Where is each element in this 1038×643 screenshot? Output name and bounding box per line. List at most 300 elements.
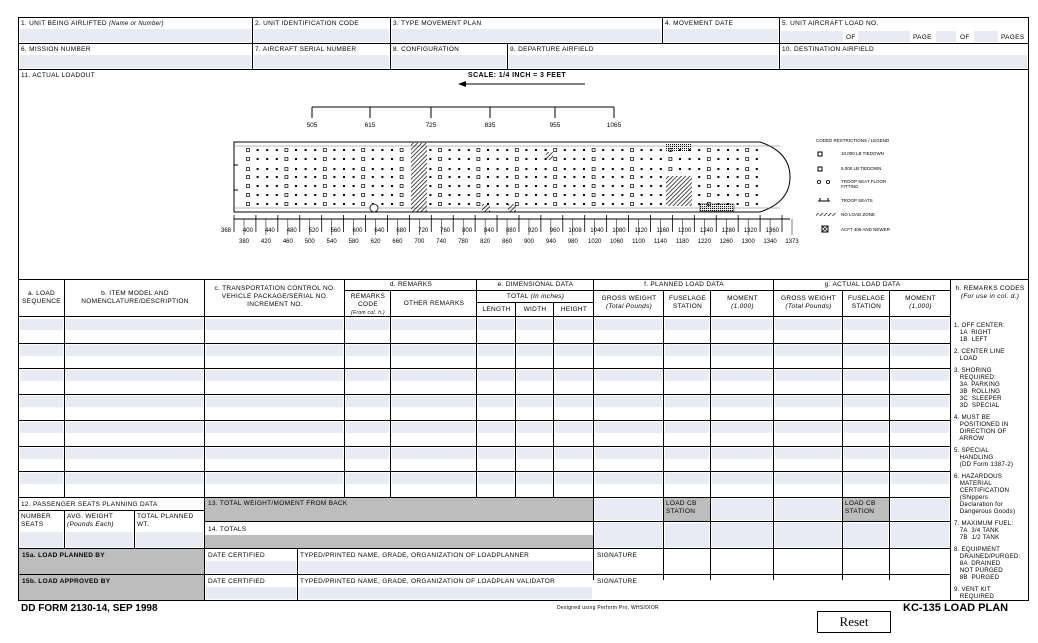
load-row-cell[interactable] [206, 448, 343, 459]
tiedown-point [641, 194, 643, 196]
loadplanner-name-label: TYPED/PRINTED NAME, GRADE, ORGANIZATION OF LOADPLANNER [300, 552, 530, 559]
ruler-top-label: 880 [505, 228, 516, 234]
load-row-cell[interactable] [595, 448, 662, 459]
tiedown-point [583, 203, 585, 205]
station-mark-label: 615 [364, 122, 376, 129]
load-row-cell[interactable] [555, 319, 592, 330]
load-row-cell[interactable] [555, 370, 592, 381]
ruler-bottom-label: 1260 [719, 239, 733, 245]
load-row-cell[interactable] [595, 345, 662, 356]
fuselage-outline [234, 142, 790, 212]
load-row-cell[interactable] [478, 448, 514, 459]
remarks-code-line: REQUIRED: [954, 374, 996, 381]
tiedown-point [535, 203, 537, 205]
tiedown-point [257, 158, 259, 160]
station-mark-label: 835 [484, 122, 496, 129]
load-row-cell[interactable] [775, 422, 841, 433]
tiedown-point [737, 168, 739, 170]
tiedown-point [612, 176, 614, 178]
load-row-cell[interactable] [712, 422, 772, 433]
tiedown-point [391, 158, 393, 160]
load-row-cell[interactable] [844, 448, 888, 459]
ruler-top-label: 1120 [634, 228, 648, 234]
load-row-cell[interactable] [775, 473, 841, 484]
remarks-code-line: 8A DRAINED [954, 560, 1001, 567]
ruler-top-label: 1240 [699, 228, 714, 234]
station-mark-label: 725 [425, 122, 437, 129]
col-total-inches: TOTAL (In inches) [506, 293, 565, 300]
load-row-cell[interactable] [517, 345, 552, 356]
load-row-cell[interactable] [775, 319, 841, 330]
tiedown-point [621, 203, 623, 205]
tiedown-point [506, 176, 508, 178]
ruler-bottom-label: 940 [545, 239, 556, 245]
load-row-cell[interactable] [712, 345, 772, 356]
tiedown-point [727, 185, 729, 187]
tiedown-point [497, 176, 499, 178]
aircraft-load-no-label: 5. UNIT AIRCRAFT LOAD NO. [782, 20, 879, 27]
load-row-cell[interactable] [346, 345, 389, 356]
load-row-cell[interactable] [844, 422, 888, 433]
load-row-cell[interactable] [665, 396, 709, 407]
tiedown-point [343, 168, 345, 170]
load-row-cell[interactable] [555, 345, 592, 356]
tiedown-point [525, 149, 527, 151]
tiedown-point [266, 158, 268, 160]
tiedown-point [650, 194, 652, 196]
tiedown-point [372, 176, 374, 178]
tiedown-point [641, 185, 643, 187]
total-planned-wt-field[interactable] [136, 532, 203, 547]
tiedown-point [679, 168, 681, 170]
scale-label: SCALE: 1/4 INCH = 3 FEET [468, 72, 567, 79]
legend-seat-fitting: TROOP SEAT FLOOR FITTING [841, 179, 887, 189]
ruler-top-label: 720 [418, 228, 429, 234]
ruler-top-label: 520 [308, 228, 319, 234]
tiedown-point [449, 176, 451, 178]
signature-label-1: SIGNATURE [597, 552, 638, 559]
tiedown-point [487, 158, 489, 160]
tiedown-point [497, 168, 499, 170]
tiedown-point [468, 176, 470, 178]
load-row-cell[interactable] [665, 319, 709, 330]
tiedown-point [391, 168, 393, 170]
remarks-code-line: LOAD [954, 355, 978, 362]
load-row-cell[interactable] [20, 396, 63, 407]
remarks-code-line: 8. EQUIPMENT [954, 546, 1001, 553]
tiedown-point [381, 176, 383, 178]
tiedown-point [305, 176, 307, 178]
tiedown-point [621, 158, 623, 160]
load-row-cell[interactable] [775, 345, 841, 356]
load-row-cell[interactable] [66, 473, 203, 484]
load-row-cell[interactable] [206, 422, 343, 433]
tiedown-point [602, 194, 604, 196]
col-actual-gross: GROSS WEIGHT (Total Pounds) [781, 295, 836, 310]
load-row-cell[interactable] [206, 345, 343, 356]
tiedown-point [314, 176, 316, 178]
tiedown-point [381, 203, 383, 205]
ruler-top-label: 1360 [765, 228, 779, 234]
remarks-code-line: MATERIAL [954, 480, 992, 487]
tiedown-point [564, 194, 566, 196]
load-row-cell[interactable] [891, 422, 949, 433]
tiedown-point [660, 149, 662, 151]
tiedown-point [641, 149, 643, 151]
remarks-code-line: 4. MUST BE [954, 414, 991, 421]
tiedown-point [698, 176, 700, 178]
tiedown-point [660, 203, 662, 205]
load-row-cell[interactable] [478, 370, 514, 381]
tiedown-point [295, 158, 297, 160]
tiedown-point [525, 158, 527, 160]
load-row-cell[interactable] [20, 370, 63, 381]
tiedown-point [305, 185, 307, 187]
tiedown-point [756, 158, 758, 160]
remarks-code-line: 9. VENT KIT [954, 586, 991, 593]
tiedown-point [621, 168, 623, 170]
tiedown-point [266, 203, 268, 205]
date-certified-label-1: DATE CERTIFIED [208, 552, 266, 559]
load-row-cell[interactable] [20, 473, 63, 484]
tiedown-point [343, 194, 345, 196]
load-row-cell[interactable] [844, 319, 888, 330]
load-row-cell[interactable] [478, 396, 514, 407]
load-row-cell[interactable] [712, 319, 772, 330]
from-back-planned-moment[interactable] [712, 499, 772, 520]
load-row-cell[interactable] [206, 370, 343, 381]
ruler-bottom-label: 980 [567, 239, 578, 245]
page-label: PAGE [913, 34, 932, 41]
remarks-code-line: DRAINED/PURGED: [954, 553, 1021, 560]
load-row-cell[interactable] [517, 319, 552, 330]
col-actual-station: FUSELAGE STATION [847, 295, 886, 310]
date-certified-field-2[interactable] [206, 587, 296, 599]
load-row-cell[interactable] [712, 473, 772, 484]
reset-button[interactable]: Reset [817, 611, 891, 633]
load-row-cell[interactable] [775, 448, 841, 459]
load-row-cell[interactable] [595, 319, 662, 330]
tiedown-point [602, 149, 604, 151]
tiedown-point [679, 158, 681, 160]
tiedown-point [545, 149, 547, 151]
tiedown-point [650, 168, 652, 170]
load-row-cell[interactable] [20, 448, 63, 459]
tiedown-point [650, 149, 652, 151]
tiedown-point [545, 203, 547, 205]
tiedown-point [602, 158, 604, 160]
load-row-cell[interactable] [20, 319, 63, 330]
tiedown-point [314, 149, 316, 151]
load-row-cell[interactable] [517, 396, 552, 407]
totals-actual-station[interactable] [844, 523, 888, 547]
tiedown-point [458, 194, 460, 196]
tiedown-point [429, 185, 431, 187]
load-row-cell[interactable] [665, 422, 709, 433]
load-row-cell[interactable] [555, 396, 592, 407]
tiedown-point [564, 176, 566, 178]
tiedown-point [727, 194, 729, 196]
ruler-bottom-label: 380 [238, 239, 250, 245]
tiedown-point [564, 158, 566, 160]
load-row-cell[interactable] [478, 473, 514, 484]
col-width: WIDTH [523, 306, 547, 313]
tiedown-point [583, 176, 585, 178]
load-row-cell[interactable] [712, 448, 772, 459]
load-row-cell[interactable] [665, 370, 709, 381]
load-row-cell[interactable] [595, 422, 662, 433]
tiedown-point [343, 176, 345, 178]
load-row-cell[interactable] [775, 370, 841, 381]
tiedown-point [429, 168, 431, 170]
load-row-cell[interactable] [555, 422, 592, 433]
load-row-cell[interactable] [392, 396, 475, 407]
col-remarks: d. REMARKS [389, 281, 433, 288]
from-back-actual-weight[interactable] [775, 499, 841, 520]
tiedown-point [266, 149, 268, 151]
tiedown-point [295, 203, 297, 205]
tiedown-point [717, 176, 719, 178]
load-row-cell[interactable] [478, 422, 514, 433]
tiedown-point [487, 194, 489, 196]
tiedown-point [314, 194, 316, 196]
tiedown-point [583, 168, 585, 170]
tiedown-point [372, 149, 374, 151]
load-row-cell[interactable] [346, 319, 389, 330]
tiedown-point [353, 185, 355, 187]
ruler-bottom-label: 1140 [654, 239, 667, 245]
tiedown-point [641, 176, 643, 178]
load-row-cell[interactable] [66, 345, 203, 356]
col-length: LENGTH [482, 306, 511, 313]
load-row-cell[interactable] [478, 345, 514, 356]
loadplanner-name-field[interactable] [299, 561, 592, 573]
remarks-code-line: 5. SPECIAL [954, 447, 990, 454]
tiedown-point [756, 176, 758, 178]
totals-planned-station[interactable] [665, 523, 709, 547]
ruler-top-label: 440 [264, 228, 275, 234]
validator-name-field[interactable] [299, 587, 592, 599]
tiedown-point [266, 194, 268, 196]
load-row-cell[interactable] [392, 448, 475, 459]
tiedown-point [564, 149, 566, 151]
ruler-bottom-label: 740 [436, 239, 447, 245]
tiedown-point [650, 158, 652, 160]
tiedown-point [353, 194, 355, 196]
from-back-planned-weight[interactable] [595, 499, 662, 520]
load-row-cell[interactable] [392, 345, 475, 356]
load-row-cell[interactable] [891, 448, 949, 459]
tiedown-point [497, 194, 499, 196]
load-row-cell[interactable] [66, 422, 203, 433]
load-row-cell[interactable] [665, 345, 709, 356]
ruler-top-label: 800 [462, 228, 473, 234]
load-row-cell[interactable] [517, 448, 552, 459]
load-row-cell[interactable] [478, 319, 514, 330]
legend-acft-406: ACFT 406 AND NEWER [841, 227, 890, 232]
tiedown-point [756, 185, 758, 187]
load-row-cell[interactable] [555, 448, 592, 459]
load-row-cell[interactable] [517, 422, 552, 433]
load-row-cell[interactable] [20, 345, 63, 356]
tiedown-point [295, 176, 297, 178]
tiedown-point [583, 185, 585, 187]
totals-actual-moment[interactable] [891, 523, 949, 547]
tiedown-point [506, 158, 508, 160]
load-row-cell[interactable] [665, 448, 709, 459]
load-row-cell[interactable] [517, 473, 552, 484]
ruler-bottom-label: 860 [502, 239, 513, 245]
tiedown-point [573, 149, 575, 151]
load-row-cell[interactable] [891, 396, 949, 407]
aircraft-serial-label: 7. AIRCRAFT SERIAL NUMBER [255, 46, 357, 53]
tiedown-point [602, 203, 604, 205]
load-row-cell[interactable] [346, 370, 389, 381]
load-row-cell[interactable] [66, 448, 203, 459]
ruler-bottom-label: 460 [282, 239, 293, 245]
tiedown-point [698, 149, 700, 151]
tiedown-point [737, 194, 739, 196]
load-row-cell[interactable] [595, 396, 662, 407]
load-row-cell[interactable] [392, 422, 475, 433]
tiedown-point [535, 185, 537, 187]
tiedown-point [727, 176, 729, 178]
remarks-code-line: 3C SLEEPER [954, 395, 1002, 402]
date-certified-field-1[interactable] [206, 561, 296, 573]
load-row-cell[interactable] [891, 370, 949, 381]
tiedown-point [737, 158, 739, 160]
tiedown-point [621, 149, 623, 151]
ruler-top-label: 920 [527, 228, 538, 234]
tiedown-point [458, 149, 460, 151]
tiedown-point [535, 168, 537, 170]
load-row-cell[interactable] [346, 422, 389, 433]
load-row-cell[interactable] [891, 319, 949, 330]
totals-actual-weight[interactable] [775, 523, 841, 547]
actual-loadout-label: 11. ACTUAL LOADOUT [21, 72, 96, 79]
tiedown-point [535, 194, 537, 196]
ruler-bottom-label: 660 [392, 239, 403, 245]
load-row-cell[interactable] [66, 396, 203, 407]
load-row-cell[interactable] [346, 448, 389, 459]
ruler-top-label: 760 [440, 228, 451, 234]
load-row-cell[interactable] [775, 396, 841, 407]
tiedown-point [343, 158, 345, 160]
date-certified-label-2: DATE CERTIFIED [208, 578, 266, 585]
totals-planned-weight[interactable] [595, 523, 662, 547]
load-row-cell[interactable] [595, 370, 662, 381]
tiedown-point [650, 203, 652, 205]
remarks-code-line: Dangerous Goods) [954, 508, 1016, 515]
tiedown-point [343, 149, 345, 151]
tiedown-point [689, 168, 691, 170]
ruler-bottom-label: 1300 [741, 239, 755, 245]
tiedown-point [506, 194, 508, 196]
tiedown-point [737, 203, 739, 205]
load-row-cell[interactable] [206, 473, 343, 484]
ruler-top-label: 1280 [721, 228, 736, 234]
load-row-cell[interactable] [891, 473, 949, 484]
load-row-cell[interactable] [712, 370, 772, 381]
tiedown-point [381, 158, 383, 160]
load-row-cell[interactable] [844, 396, 888, 407]
load-row-cell[interactable] [555, 473, 592, 484]
tiedown-point [266, 176, 268, 178]
load-row-cell[interactable] [346, 473, 389, 484]
load-row-cell[interactable] [844, 473, 888, 484]
ruler-top-label: 1008 [568, 228, 582, 234]
load-row-cell[interactable] [20, 422, 63, 433]
ruler-bottom-label: 420 [260, 239, 271, 245]
tiedown-point [257, 203, 259, 205]
col-planned-moment: MOMENT (1,000) [727, 295, 758, 310]
load-row-cell[interactable] [66, 370, 203, 381]
load-row-cell[interactable] [206, 319, 343, 330]
tiedown-point [727, 168, 729, 170]
tiedown-point [573, 168, 575, 170]
tiedown-point [660, 185, 662, 187]
legend-troop-seats: TROOP SEATS [841, 198, 873, 203]
tiedown-point [487, 176, 489, 178]
ruler-bottom-label: 1060 [609, 239, 624, 245]
tiedown-point [449, 149, 451, 151]
load-row-cell[interactable] [517, 370, 552, 381]
tiedown-point [717, 168, 719, 170]
tiedown-point [545, 176, 547, 178]
tiedown-point [458, 168, 460, 170]
tiedown-point [756, 149, 758, 151]
tiedown-point [573, 185, 575, 187]
totals-planned-moment[interactable] [712, 523, 772, 547]
load-row-cell[interactable] [392, 370, 475, 381]
tiedown-point [756, 203, 758, 205]
pages-label: PAGES [1001, 34, 1025, 41]
load-row-cell[interactable] [712, 396, 772, 407]
ruler-top-label: 480 [286, 228, 297, 234]
tiedown-point [429, 194, 431, 196]
number-seats-field[interactable] [20, 532, 63, 547]
validator-name-label: TYPED/PRINTED NAME, GRADE, ORGANIZATION OF LOADPLAN VALIDATOR [300, 578, 556, 585]
col-planned-gross: GROSS WEIGHT (Total Pounds) [601, 295, 657, 310]
movement-plan-label: 3. TYPE MOVEMENT PLAN [393, 20, 482, 27]
load-row-cell[interactable] [206, 396, 343, 407]
load-row-cell[interactable] [392, 473, 475, 484]
load-row-cell[interactable] [891, 345, 949, 356]
station-mark-label: 505 [306, 122, 318, 129]
remarks-code-line: POSITIONED IN [954, 421, 1009, 428]
ruler-top-label: 1080 [612, 228, 626, 234]
load-row-cell[interactable] [844, 370, 888, 381]
tiedown-point [333, 149, 335, 151]
tiedown-point [276, 185, 278, 187]
tiedown-point [314, 185, 316, 187]
avg-weight-field[interactable] [66, 532, 133, 547]
tiedown-point [458, 176, 460, 178]
load-row-cell[interactable] [392, 319, 475, 330]
tiedown-point [641, 168, 643, 170]
from-back-actual-moment[interactable] [891, 499, 949, 520]
load-row-cell[interactable] [595, 473, 662, 484]
load-row-cell[interactable] [346, 396, 389, 407]
load-row-cell[interactable] [844, 345, 888, 356]
form-number: DD FORM 2130-14, SEP 1998 [21, 603, 158, 614]
load-row-cell[interactable] [665, 473, 709, 484]
unit-id-code-label: 2. UNIT IDENTIFICATION CODE [255, 20, 359, 27]
load-row-cell[interactable] [66, 319, 203, 330]
tiedown-point [333, 203, 335, 205]
tiedown-point [564, 203, 566, 205]
ruler-bottom-label: 1100 [632, 239, 646, 245]
